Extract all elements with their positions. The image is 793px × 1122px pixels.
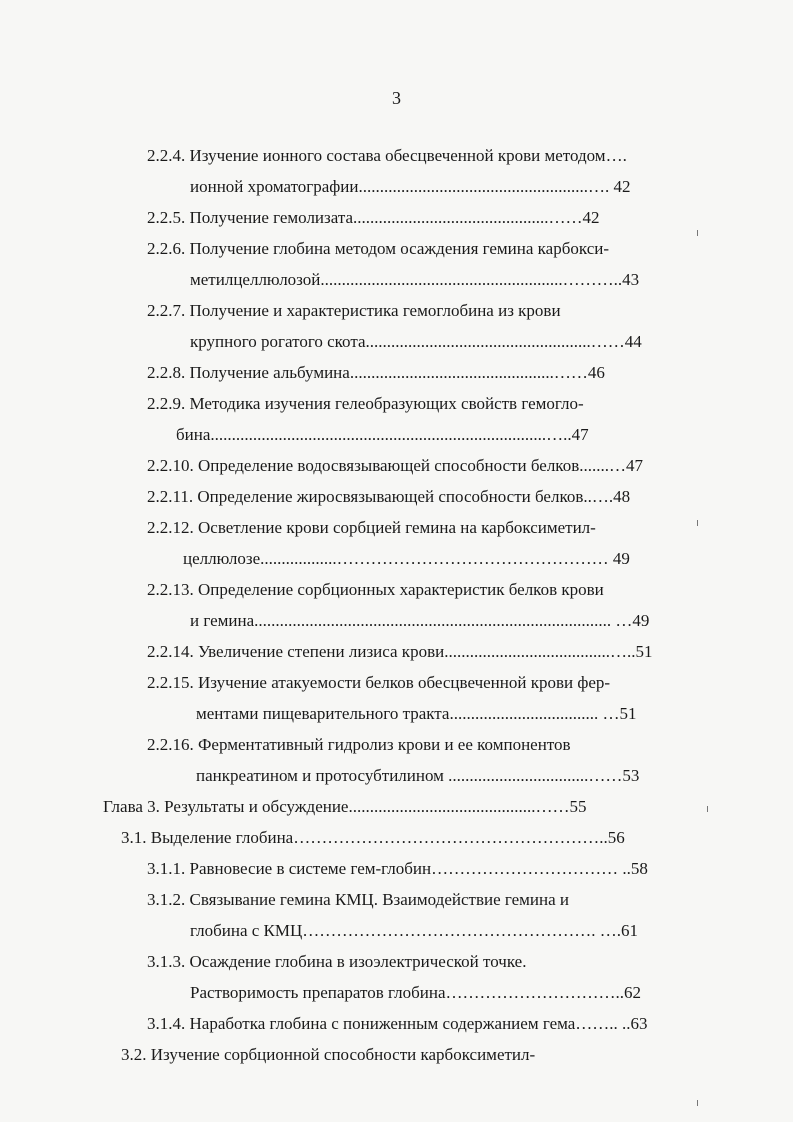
- toc-entry: 2.2.11. Определение жиросвязывающей способности белков..….48: [147, 487, 631, 506]
- toc-entry: ментами пищеварительного тракта................................... …51: [196, 704, 637, 723]
- toc-entry: Глава 3. Результаты и обсуждение............................................……55: [103, 797, 587, 816]
- scan-mark: [697, 1100, 698, 1106]
- toc-entry: 3.1.3. Осаждение глобина в изоэлектрической точке.: [147, 952, 527, 971]
- scan-mark: [707, 806, 708, 812]
- toc-entry: 2.2.9. Методика изучения гелеобразующих свойств гемогло-: [147, 394, 584, 413]
- toc-entry: 2.2.7. Получение и характеристика гемоглобина из крови: [147, 301, 561, 320]
- toc-entry: глобина с КМЦ……………………………………………. ….61: [190, 921, 639, 940]
- toc-entry: целлюлозе..................………………………………………… 49: [183, 549, 630, 568]
- toc-entry: 3.1. Выделение глобина………………………………………………..56: [121, 828, 625, 847]
- page-number: 3: [392, 88, 401, 108]
- toc-entry: и гемина.................................................................................... …49: [190, 611, 650, 630]
- toc-entry: 3.1.4. Наработка глобина с пониженным содержанием гема…….. ..63: [147, 1014, 648, 1033]
- toc-entry: 2.2.15. Изучение атакуемости белков обесцвеченной крови фер-: [147, 673, 611, 692]
- toc-entry: 2.2.10. Определение водосвязывающей способности белков.......…47: [147, 456, 643, 475]
- toc-entry: ионной хроматографии......................................................…. 42: [190, 177, 631, 196]
- toc-entry: 3.1.1. Равновесие в системе гем-глобин…………………………… ..58: [147, 859, 648, 878]
- toc-entry: 3.1.2. Связывание гемина КМЦ. Взаимодействие гемина и: [147, 890, 570, 909]
- toc-entry: 2.2.16. Ферментативный гидролиз крови и ее компонентов: [147, 735, 571, 754]
- toc-entry: 3.2. Изучение сорбционной способности карбоксиметил-: [121, 1045, 536, 1064]
- toc-entry: крупного рогатого скота.....................................................……44: [190, 332, 642, 351]
- toc-entry: бина...............................................................................…..47: [176, 425, 589, 444]
- toc-entry: 2.2.5. Получение гемолизата..............................................……42: [147, 208, 600, 227]
- scan-mark: [697, 230, 698, 236]
- toc-entry: 2.2.13. Определение сорбционных характеристик белков крови: [147, 580, 604, 599]
- toc-entry: 2.2.14. Увеличение степени лизиса крови.......................................…..51: [147, 642, 653, 661]
- scan-mark: [697, 520, 698, 526]
- toc-entry: метилцеллюлозой.........................................................………..43: [190, 270, 640, 289]
- toc-entry: 2.2.12. Осветление крови сорбцией гемина на карбоксиметил-: [147, 518, 596, 537]
- toc-entry: Растворимость препаратов глобина…………………………..62: [190, 983, 641, 1002]
- toc-entry: 2.2.6. Получение глобина методом осаждения гемина карбокси-: [147, 239, 610, 258]
- toc-entry: 2.2.4. Изучение ионного состава обесцвеченной крови методом….: [147, 146, 627, 165]
- toc-entry: 2.2.8. Получение альбумина................................................……46: [147, 363, 605, 382]
- toc-entry: панкреатином и протосубтилином .................................……53: [196, 766, 640, 785]
